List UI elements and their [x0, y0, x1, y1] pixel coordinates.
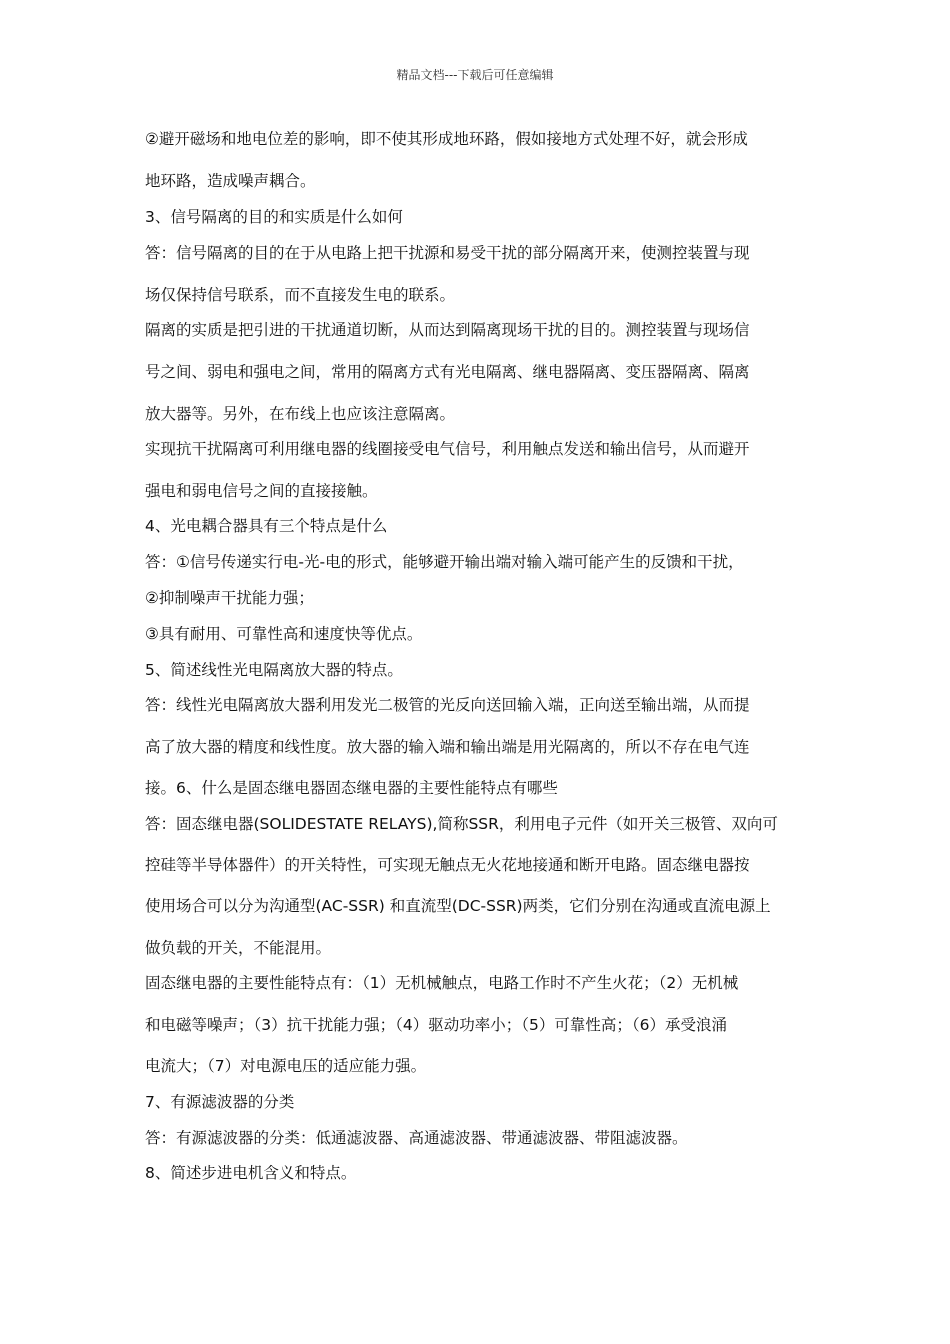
text-line: 答：线性光电隔离放大器利用发光二极管的光反向送回输入端，正向送至输出端，从而提	[145, 696, 750, 714]
section-heading: 4、光电耦合器具有三个特点是什么	[145, 517, 388, 535]
text-line: 答：①信号传递实行电-光-电的形式，能够避开输出端对输入端可能产生的反馈和干扰，	[145, 553, 744, 571]
text-line: 做负载的开关，不能混用。	[145, 939, 332, 957]
page-header: 精品文档---下载后可任意编辑	[396, 68, 554, 82]
text-line: 答：固态继电器(SOLIDESTATE RELAYS),简称SSR，利用电子元件（如开关三极管、双向可	[145, 815, 778, 833]
text-line: 固态继电器的主要性能特点有：（1）无机械触点，电路工作时不产生火花；（2）无机械	[145, 974, 739, 992]
text-line: 隔离的实质是把引进的干扰通道切断，从而达到隔离现场干扰的目的。测控装置与现场信	[145, 321, 750, 339]
text-line: 放大器等。另外，在布线上也应该注意隔离。	[145, 405, 456, 423]
text-line: 地环路，造成噪声耦合。	[145, 172, 316, 190]
section-heading: 7、有源滤波器的分类	[145, 1093, 295, 1111]
text-line: ②抑制噪声干扰能力强；	[145, 589, 314, 607]
section-heading: 5、简述线性光电隔离放大器的特点。	[145, 661, 403, 679]
section-heading: 3、信号隔离的目的和实质是什么如何	[145, 208, 403, 226]
section-heading: 8、简述步进电机含义和特点。	[145, 1164, 357, 1182]
text-line: 强电和弱电信号之间的直接接触。	[145, 482, 378, 500]
text-line: ③具有耐用、可靠性高和速度快等优点。	[145, 625, 423, 643]
text-line: ②避开磁场和地电位差的影响，即不使其形成地环路，假如接地方式处理不好，就会形成	[145, 130, 748, 148]
text-line: 答：有源滤波器的分类：低通滤波器、高通滤波器、带通滤波器、带阻滤波器。	[145, 1129, 688, 1147]
text-line: 接。6、什么是固态继电器固态继电器的主要性能特点有哪些	[145, 779, 558, 797]
text-line: 和电磁等噪声；（3）抗干扰能力强；（4）驱动功率小；（5）可靠性高；（6）承受浪涌	[145, 1016, 727, 1034]
text-line: 使用场合可以分为沟通型(AC-SSR) 和直流型(DC-SSR)两类，它们分别在沟通或直流电源上	[145, 897, 771, 915]
text-line: 实现抗干扰隔离可利用继电器的线圈接受电气信号，利用触点发送和输出信号，从而避开	[145, 440, 750, 458]
text-line: 号之间、弱电和强电之间，常用的隔离方式有光电隔离、继电器隔离、变压器隔离、隔离	[145, 363, 750, 381]
text-line: 电流大；（7）对电源电压的适应能力强。	[145, 1057, 427, 1075]
text-line: 答：信号隔离的目的在于从电路上把干扰源和易受干扰的部分隔离开来，使测控装置与现	[145, 244, 750, 262]
text-line: 场仅保持信号联系，而不直接发生电的联系。	[145, 286, 456, 304]
text-line: 高了放大器的精度和线性度。放大器的输入端和输出端是用光隔离的，所以不存在电气连	[145, 738, 750, 756]
text-line: 控硅等半导体器件）的开关特性，可实现无触点无火花地接通和断开电路。固态继电器按	[145, 856, 750, 874]
